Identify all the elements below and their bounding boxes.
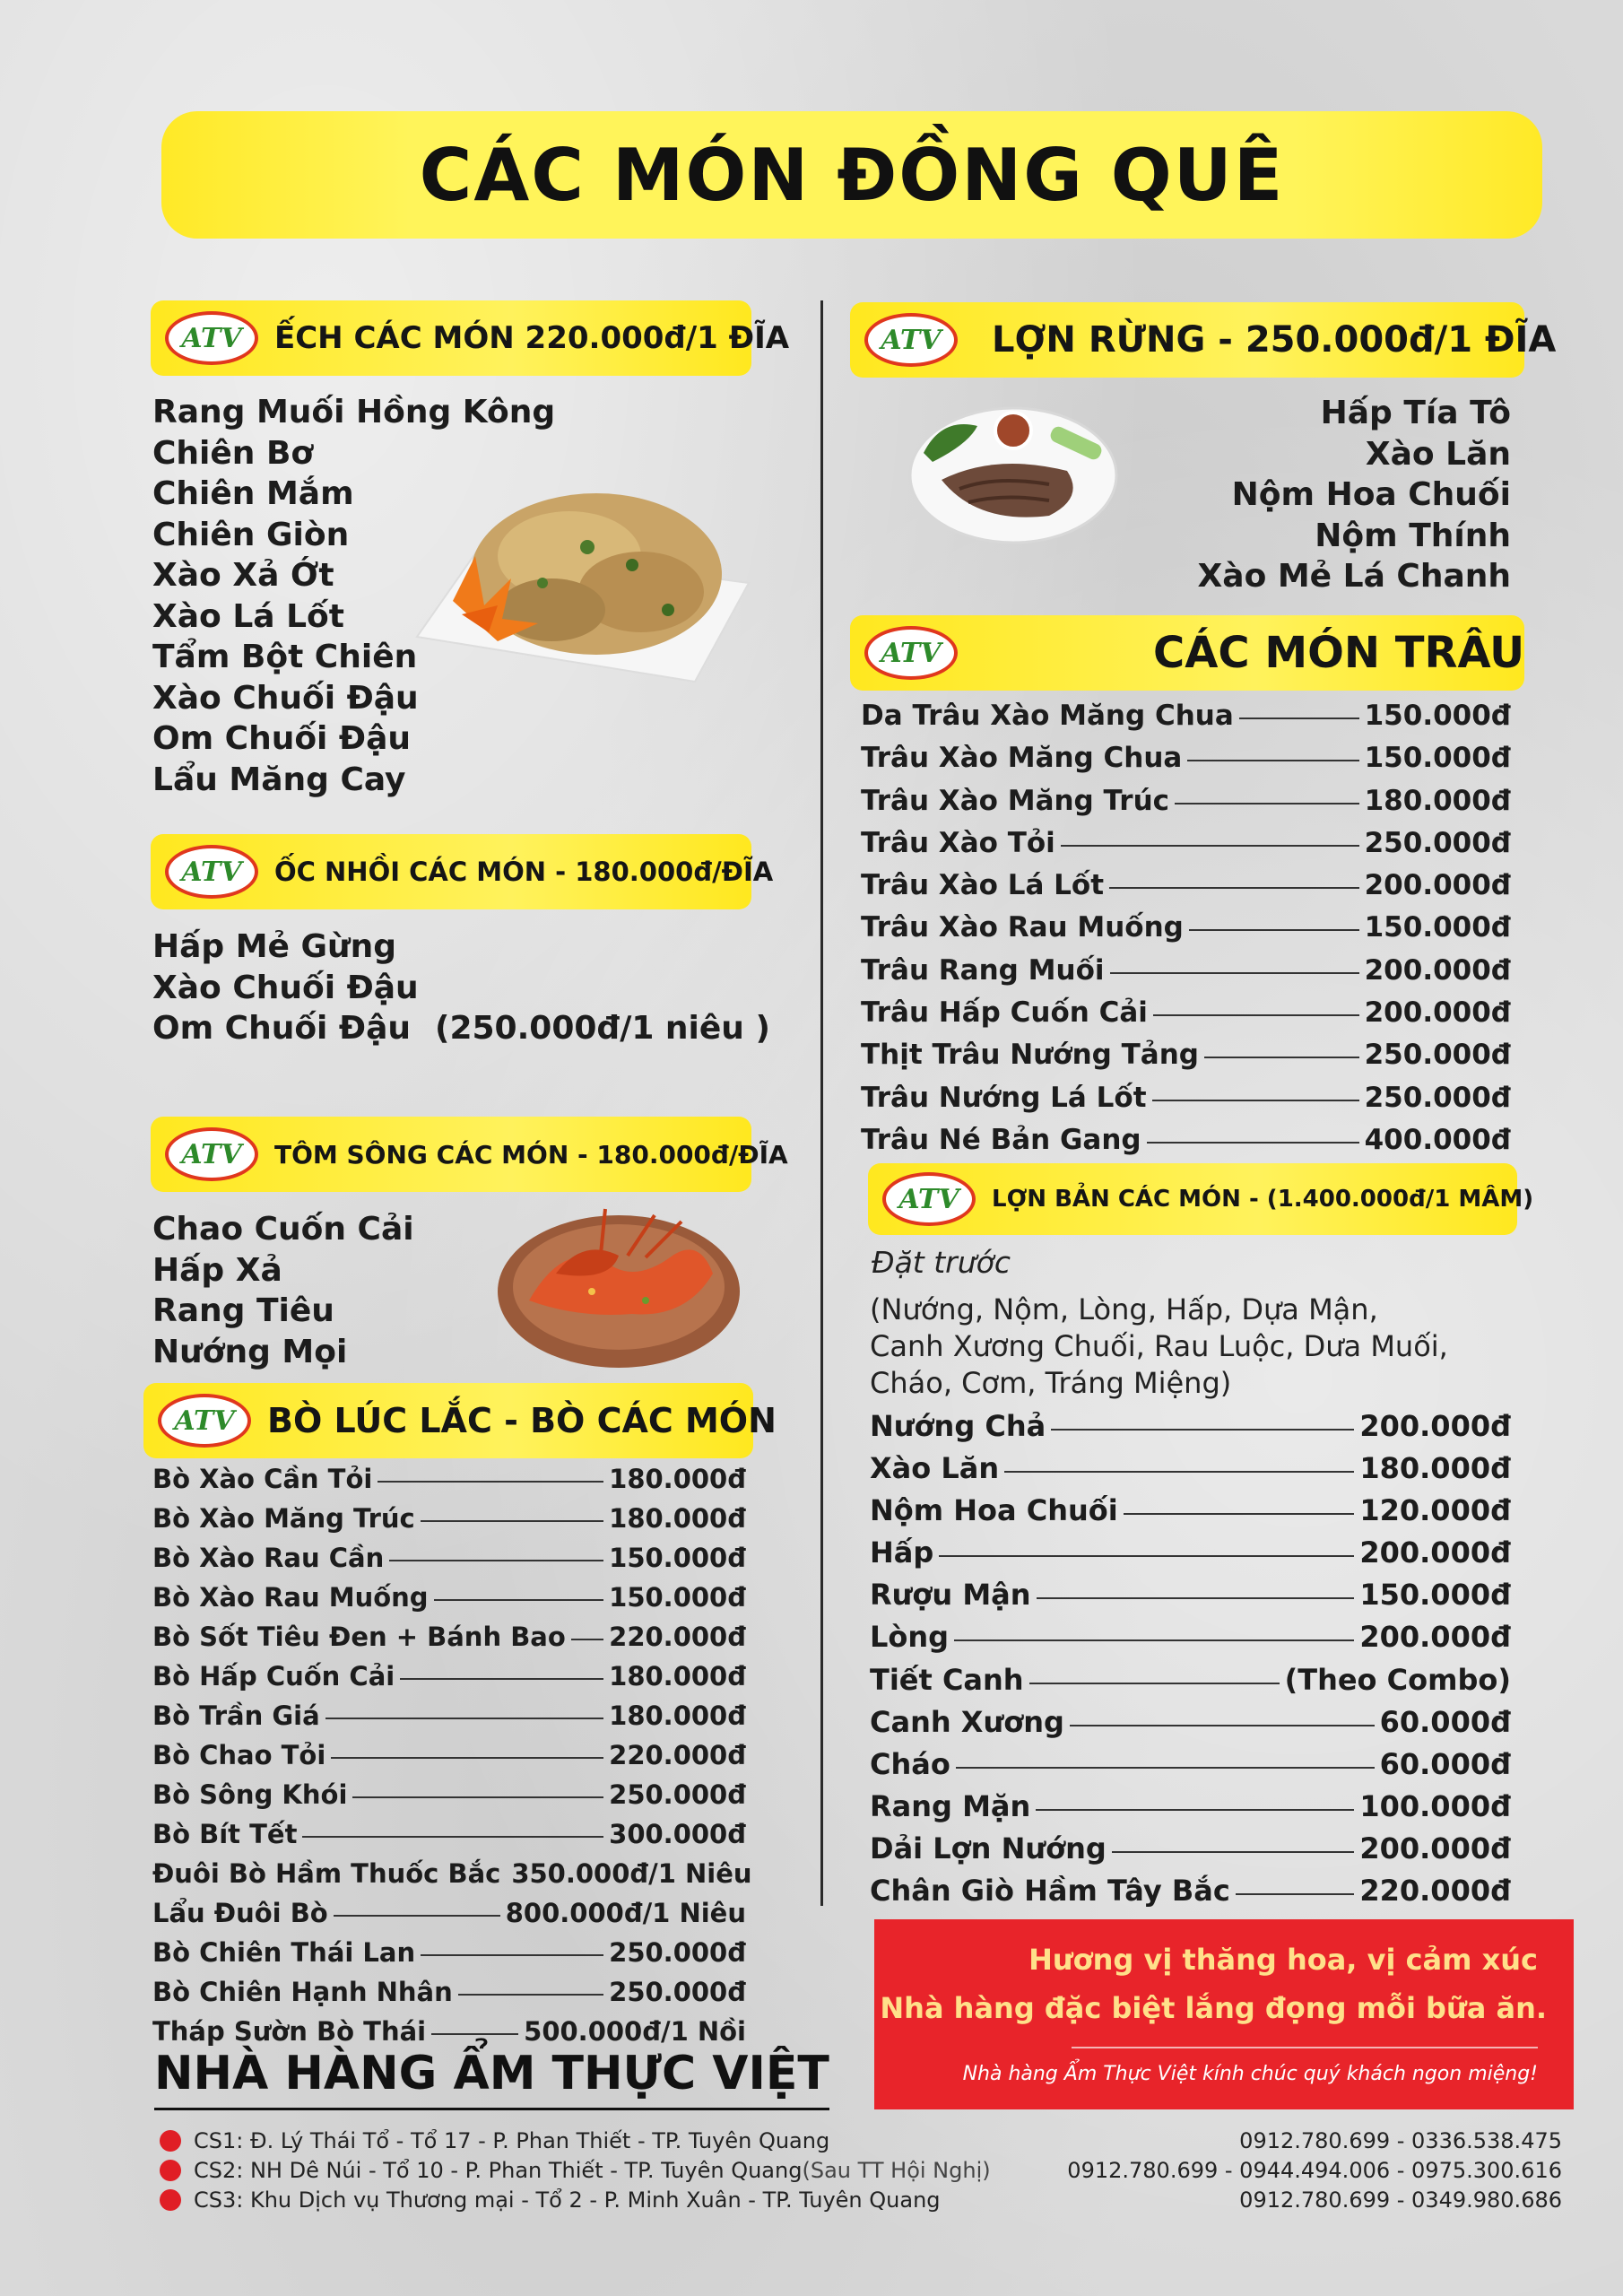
list-item: Chiên Bơ [152, 434, 314, 472]
set-menu-description: (Nướng, Nộm, Lòng, Hấp, Dựa Mận, Canh Xương Chuối, Rau Luộc, Dưa Muối, Cháo, Cơm, Tráng Miệng) [870, 1292, 1448, 1400]
table-row: Trâu Xào Rau Muống 150.000đ [861, 911, 1511, 944]
list-item: Rang Muối Hồng Kông [152, 394, 556, 430]
table-row: Thịt Trâu Nướng Tảng 250.000đ [861, 1039, 1511, 1072]
slogan-divider [1072, 2047, 1538, 2048]
restaurant-logo-icon: ATV [165, 1127, 258, 1181]
table-row: Trâu Xào Măng Chua 150.000đ [861, 742, 1511, 775]
order-ahead-note: Đặt trước [872, 1245, 1011, 1280]
section-title-lon-rung: LỢN RỪNG - 250.000đ/1 ĐĨA [992, 319, 1557, 361]
table-row: Xào Lăn 180.000đ [870, 1451, 1511, 1486]
table-row: Canh Xương 60.000đ [870, 1704, 1511, 1739]
branch-phones: 0912.780.699 - 0349.980.686 [1239, 2187, 1562, 2213]
bullet-icon [160, 2130, 181, 2152]
list-item: Nộm Hoa Chuối [1231, 476, 1511, 513]
column-divider [820, 300, 823, 1906]
table-row: Tiết Canh (Theo Combo) [870, 1662, 1511, 1697]
restaurant-logo-icon: ATV [165, 311, 258, 365]
branch-address: CS3: Khu Dịch vụ Thương mại - Tổ 2 - P. Minh Xuân - TP. Tuyên Quang [160, 2187, 941, 2213]
slogan-box [874, 1919, 1574, 2109]
branch-phones: 0912.780.699 - 0336.538.475 [1239, 2128, 1562, 2153]
branch-address: CS1: Đ. Lý Thái Tổ - Tổ 17 - P. Phan Thiết - TP. Tuyên Quang [160, 2128, 829, 2153]
table-row: Bò Chiên Thái Lan 250.000đ [152, 1937, 746, 1968]
section-header-ech [151, 300, 790, 376]
oc-list [152, 926, 419, 1049]
section-header-oc [151, 834, 774, 909]
list-item: Xào Lăn [1365, 435, 1511, 473]
table-row: Hấp 200.000đ [870, 1535, 1511, 1570]
list-item: Tẩm Bột Chiên [152, 639, 418, 675]
table-row: Bò Xào Cần Tỏi 180.000đ [152, 1464, 746, 1494]
fried-frog-dish-image [408, 466, 758, 700]
slogan-line-3: Nhà hàng Ẩm Thực Việt kính chúc quý khách ngon miệng! [962, 2063, 1538, 2085]
table-row: Bò Sốt Tiêu Đen + Bánh Bao 220.000đ [152, 1622, 746, 1652]
list-item: Chiên Mắm [152, 475, 354, 512]
table-row: Bò Xào Măng Trúc 180.000đ [152, 1503, 746, 1534]
table-row: Trâu Xào Tỏi 250.000đ [861, 826, 1511, 859]
section-title-bo: BÒ LÚC LẮC - BÒ CÁC MÓN [267, 1401, 777, 1440]
list-item: Om Chuối Đậu [152, 720, 412, 757]
table-row: Bò Hấp Cuốn Cải 180.000đ [152, 1661, 746, 1692]
table-row: Đuôi Bò Hầm Thuốc Bắc 350.000đ/1 Niêu [152, 1858, 752, 1889]
section-title-trau: CÁC MÓN TRÂU [1153, 628, 1525, 678]
section-header-lon-ban [868, 1163, 1534, 1235]
table-row: Lòng 200.000đ [870, 1620, 1511, 1655]
slogan-line-1: Hương vị thăng hoa, vị cảm xúc [1028, 1943, 1538, 1977]
table-row: Lẩu Đuôi Bò 800.000đ/1 Niêu [152, 1898, 746, 1928]
list-item: Xào Xả Ớt [152, 557, 334, 594]
table-row: Trâu Hấp Cuốn Cải 200.000đ [861, 996, 1511, 1030]
restaurant-name: NHÀ HÀNG ẨM THỰC VIỆT [154, 2047, 829, 2110]
table-row: Bò Trần Giá 180.000đ [152, 1700, 746, 1731]
section-header-lon-rung [850, 302, 1557, 378]
trau-price-list [861, 695, 1511, 1161]
restaurant-logo-icon: ATV [864, 626, 958, 680]
restaurant-logo-icon: ATV [864, 313, 958, 367]
list-item: Lẩu Măng Cay [152, 761, 406, 798]
table-row: Bò Xào Rau Muống 150.000đ [152, 1582, 746, 1613]
branch-address: CS2: NH Dê Núi - Tổ 10 - P. Phan Thiết - TP. Tuyên Quang (Sau TT Hội Nghị) [160, 2158, 991, 2183]
list-item: Xào Mẻ Lá Chanh [1197, 558, 1511, 595]
list-item: Xào Chuối Đậu [152, 679, 419, 717]
section-title-tom: TÔM SÔNG CÁC MÓN - 180.000đ/ĐĨA [274, 1139, 788, 1170]
table-row: Trâu Xào Măng Trúc 180.000đ [861, 784, 1511, 817]
table-row: Trâu Nướng Lá Lốt 250.000đ [861, 1081, 1511, 1114]
table-row: Nướng Chả 200.000đ [870, 1409, 1511, 1443]
restaurant-logo-icon: ATV [165, 845, 258, 899]
slogan-line-2: Nhà hàng đặc biệt lắng đọng mỗi bữa ăn. [880, 1991, 1547, 2025]
bo-price-list [152, 1459, 752, 2051]
lon-rung-list [1198, 393, 1511, 597]
table-row: Dải Lợn Nướng 200.000đ [870, 1831, 1511, 1866]
table-row: Bò Chao Tỏi 220.000đ [152, 1740, 746, 1770]
table-row: Tháp Sườn Bò Thái 500.000đ/1 Nồi [152, 2016, 746, 2047]
oc-niu-note: (250.000đ/1 niêu ) [435, 1010, 770, 1047]
restaurant-logo-icon: ATV [158, 1394, 251, 1448]
table-row: Bò Chiên Hạnh Nhân 250.000đ [152, 1977, 746, 2007]
bullet-icon [160, 2189, 181, 2211]
table-row: Trâu Né Bản Gang 400.000đ [861, 1123, 1511, 1156]
table-row: Bò Bít Tết 300.000đ [152, 1819, 746, 1849]
table-row: Da Trâu Xào Măng Chua 150.000đ [861, 700, 1511, 732]
section-header-bo [143, 1383, 777, 1458]
shrimp-dish-image [493, 1202, 744, 1372]
title-banner [161, 111, 1542, 239]
wild-boar-dish-image [906, 390, 1121, 547]
section-title-ech: ẾCH CÁC MÓN 220.000đ/1 ĐĨA [274, 320, 790, 356]
table-row: Bò Sông Khói 250.000đ [152, 1779, 746, 1810]
list-item: Nộm Thính [1315, 517, 1511, 554]
list-item: Hấp Mẻ Gừng [152, 928, 397, 965]
list-item: Hấp Xả [152, 1251, 282, 1289]
table-row: Rang Mặn 100.000đ [870, 1788, 1511, 1823]
restaurant-logo-icon: ATV [882, 1172, 976, 1226]
list-item: Om Chuối Đậu [152, 1010, 412, 1047]
section-header-trau [850, 615, 1524, 691]
section-title-oc: ỐC NHỒI CÁC MÓN - 180.000đ/ĐĨA [274, 857, 774, 887]
list-item: Chiên Giòn [152, 516, 350, 553]
bullet-icon [160, 2160, 181, 2181]
page-title: CÁC MÓN ĐỒNG QUÊ [419, 133, 1285, 217]
table-row: Chân Giò Hầm Tây Bắc 220.000đ [870, 1874, 1511, 1909]
table-row: Nộm Hoa Chuối 120.000đ [870, 1493, 1511, 1528]
section-title-lon-ban: LỢN BẢN CÁC MÓN - (1.400.000đ/1 MÂM) [992, 1186, 1534, 1213]
table-row: Bò Xào Rau Cần 150.000đ [152, 1543, 746, 1573]
table-row: Cháo 60.000đ [870, 1746, 1511, 1781]
tom-list [152, 1209, 414, 1372]
table-row: Trâu Xào Lá Lốt 200.000đ [861, 869, 1511, 902]
table-row: Trâu Rang Muối 200.000đ [861, 953, 1511, 987]
list-item: Nướng Mọi [152, 1333, 348, 1370]
table-row: Rượu Mận 150.000đ [870, 1578, 1511, 1613]
list-item: Hấp Tía Tô [1320, 395, 1511, 431]
branch-phones: 0912.780.699 - 0944.494.006 - 0975.300.616 [1067, 2158, 1562, 2183]
list-item: Rang Tiêu [152, 1292, 334, 1329]
list-item: Xào Chuối Đậu [152, 969, 419, 1006]
lon-ban-price-list [870, 1405, 1511, 1912]
list-item: Chao Cuốn Cải [152, 1211, 414, 1248]
section-header-tom [151, 1117, 788, 1192]
list-item: Xào Lá Lốt [152, 597, 344, 635]
